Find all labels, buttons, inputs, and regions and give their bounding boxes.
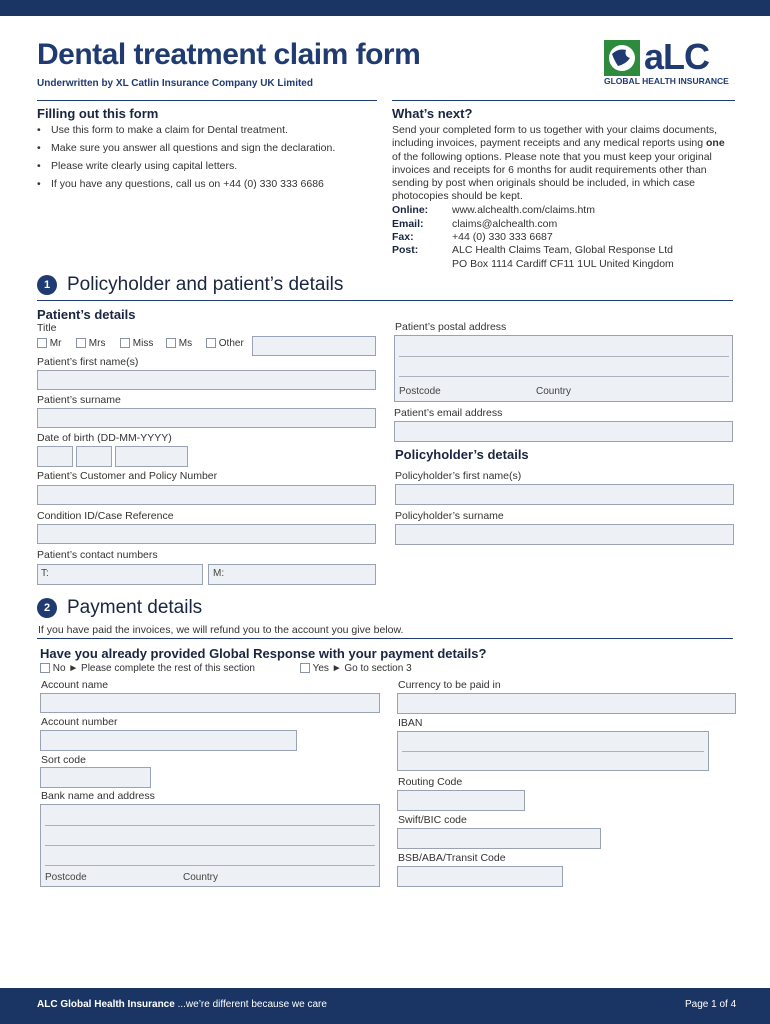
bullet-item: • If you have any questions, call us on +44 (0) 330 333 6686 xyxy=(37,178,377,190)
address-line xyxy=(45,865,375,866)
contact-post-2: PO Box 1114 Cardiff CF11 1UL United Kingdom xyxy=(452,258,674,270)
next-text xyxy=(392,124,732,204)
checkbox[interactable] xyxy=(76,338,86,348)
mobile-field[interactable] xyxy=(208,564,376,585)
dob-year-field[interactable] xyxy=(115,446,188,467)
option-label: Miss xyxy=(132,338,154,349)
footer-bar xyxy=(0,988,770,1024)
filling-bullets xyxy=(37,124,377,196)
title-option-other[interactable] xyxy=(206,338,244,349)
option-label: Yes ► Go to section 3 xyxy=(312,663,412,674)
post-value-1: ALC Health Claims Team, Global Response Ltd xyxy=(452,244,673,256)
account-name-label: Account name xyxy=(41,679,109,691)
iban-divider xyxy=(402,751,704,752)
ph-surname-field[interactable] xyxy=(395,524,734,545)
address-line xyxy=(399,376,729,377)
post-label: Post: xyxy=(392,244,419,256)
option-label: Mr xyxy=(49,338,62,349)
contact-numbers-label: Patient’s contact numbers xyxy=(37,549,158,561)
page-subtitle: Underwritten by XL Catlin Insurance Company UK Limited xyxy=(37,78,313,89)
next-text-part: of the following options. Please note that you must keep your original invoices and receipts for 6 months for audit requirements other than sending by post when originals should be included, in which case photocopies should be kept. xyxy=(392,150,712,203)
dob-month-field[interactable] xyxy=(76,446,112,467)
section-1-title: Policyholder and patient’s details xyxy=(67,274,344,295)
bullet-item: • Make sure you answer all questions and sign the declaration. xyxy=(37,142,377,154)
title-option-mrs[interactable] xyxy=(76,338,105,349)
country-label: Country xyxy=(536,386,572,397)
contact-online xyxy=(392,204,595,216)
currency-field[interactable] xyxy=(397,693,736,714)
checkbox[interactable] xyxy=(40,663,50,673)
first-name-field[interactable] xyxy=(37,370,376,390)
swift-field[interactable] xyxy=(397,828,601,849)
next-text-part: Send your completed form to us together with your claims documents, including invoices, payment receipts and any medical reports using xyxy=(392,124,718,150)
iban-label: IBAN xyxy=(398,717,423,729)
ph-first-name-label: Policyholder’s first name(s) xyxy=(395,470,522,482)
bullet-item: • Use this form to make a claim for Dental treatment. xyxy=(37,124,377,136)
first-name-label: Patient’s first name(s) xyxy=(37,356,139,368)
surname-field[interactable] xyxy=(37,408,376,428)
option-label: No ► Please complete the rest of this section xyxy=(52,663,255,674)
footer-tagline: ...we’re different because we care xyxy=(174,999,327,1010)
logo-text: aLC xyxy=(644,36,710,77)
contact-fax xyxy=(392,231,553,243)
checkbox[interactable] xyxy=(206,338,216,348)
bank-address-field[interactable] xyxy=(40,804,380,887)
address-line xyxy=(399,356,729,357)
routing-label: Routing Code xyxy=(398,776,463,788)
postal-address-label: Patient’s postal address xyxy=(395,321,507,333)
customer-policy-field[interactable] xyxy=(37,485,376,505)
condition-label: Condition ID/Case Reference xyxy=(37,510,174,522)
checkbox[interactable] xyxy=(37,338,47,348)
account-number-label: Account number xyxy=(41,716,118,728)
top-bar xyxy=(0,0,770,16)
policyholder-heading: Policyholder’s details xyxy=(395,447,529,462)
checkbox[interactable] xyxy=(300,663,310,673)
section-1-rule xyxy=(37,300,733,301)
t-label: T: xyxy=(41,568,49,579)
sort-code-label: Sort code xyxy=(41,754,86,766)
customer-policy-label: Patient’s Customer and Policy Number xyxy=(37,470,218,482)
account-name-field[interactable] xyxy=(40,693,380,713)
address-line xyxy=(45,825,375,826)
swift-label: Swift/BIC code xyxy=(398,814,467,826)
payment-no-option[interactable] xyxy=(40,663,255,674)
title-option-ms[interactable] xyxy=(166,338,192,349)
patient-heading: Patient’s details xyxy=(37,307,136,322)
bank-name-label: Bank name and address xyxy=(41,790,155,802)
email-address-label: Patient’s email address xyxy=(394,407,503,419)
email-label: Email: xyxy=(392,218,424,230)
dob-day-field[interactable] xyxy=(37,446,73,467)
m-label: M: xyxy=(213,568,225,579)
routing-field[interactable] xyxy=(397,790,525,811)
globe-logo-icon xyxy=(604,40,640,76)
bank-postcode-label: Postcode xyxy=(45,872,87,883)
contact-post xyxy=(392,244,673,256)
fax-label: Fax: xyxy=(392,231,414,243)
payment-question: Have you already provided Global Response with your payment details? xyxy=(40,646,487,661)
next-text-bold: one xyxy=(706,137,725,150)
footer-brand-line xyxy=(37,999,327,1010)
online-label: Online: xyxy=(392,204,429,216)
postal-address-field[interactable] xyxy=(394,335,733,402)
contact-email xyxy=(392,218,557,230)
dob-label: Date of birth (DD-MM-YYYY) xyxy=(37,432,172,444)
sort-code-field[interactable] xyxy=(40,767,151,788)
option-label: Mrs xyxy=(88,338,106,349)
telephone-field[interactable] xyxy=(37,564,203,585)
bank-country-label: Country xyxy=(183,872,219,883)
ph-first-name-field[interactable] xyxy=(395,484,734,505)
postcode-label: Postcode xyxy=(399,386,441,397)
bsb-field[interactable] xyxy=(397,866,563,887)
surname-label: Patient’s surname xyxy=(37,394,121,406)
filling-heading: Filling out this form xyxy=(37,106,159,121)
email-value[interactable]: claims@alchealth.com xyxy=(452,218,558,230)
page-title: Dental treatment claim form xyxy=(37,38,421,71)
currency-label: Currency to be paid in xyxy=(398,679,501,691)
header-rule-left xyxy=(37,100,377,101)
section-2-rule xyxy=(37,638,733,639)
online-value[interactable]: www.alchealth.com/claims.htm xyxy=(452,204,595,216)
ph-surname-label: Policyholder’s surname xyxy=(395,510,504,522)
option-label: Other xyxy=(218,338,244,349)
bullet-item: • Please write clearly using capital letters. xyxy=(37,160,377,172)
title-other-field[interactable] xyxy=(252,336,376,356)
account-number-field[interactable] xyxy=(40,730,297,751)
email-address-field[interactable] xyxy=(394,421,733,442)
checkbox[interactable] xyxy=(120,338,130,348)
option-label: Ms xyxy=(178,338,193,349)
footer-brand: ALC Global Health Insurance xyxy=(37,999,175,1010)
iban-field[interactable] xyxy=(397,731,709,771)
section-2-number: 2 xyxy=(37,598,57,618)
page-number: Page 1 of 4 xyxy=(685,999,737,1010)
checkbox[interactable] xyxy=(166,338,176,348)
section-2-title: Payment details xyxy=(67,597,203,618)
header-rule-right xyxy=(392,100,735,101)
bsb-label: BSB/ABA/Transit Code xyxy=(398,852,506,864)
condition-field[interactable] xyxy=(37,524,376,544)
section-2-intro: If you have paid the invoices, we will refund you to the account you give below. xyxy=(38,624,404,636)
title-option-mr[interactable] xyxy=(37,338,61,349)
address-line xyxy=(45,845,375,846)
title-option-miss[interactable] xyxy=(120,338,153,349)
payment-yes-option[interactable] xyxy=(300,663,412,674)
next-heading: What’s next? xyxy=(392,106,473,121)
fax-value: +44 (0) 330 333 6687 xyxy=(452,231,553,243)
title-label: Title xyxy=(37,322,57,334)
logo-subtext: GLOBAL HEALTH INSURANCE xyxy=(604,76,729,86)
section-1-number: 1 xyxy=(37,275,57,295)
